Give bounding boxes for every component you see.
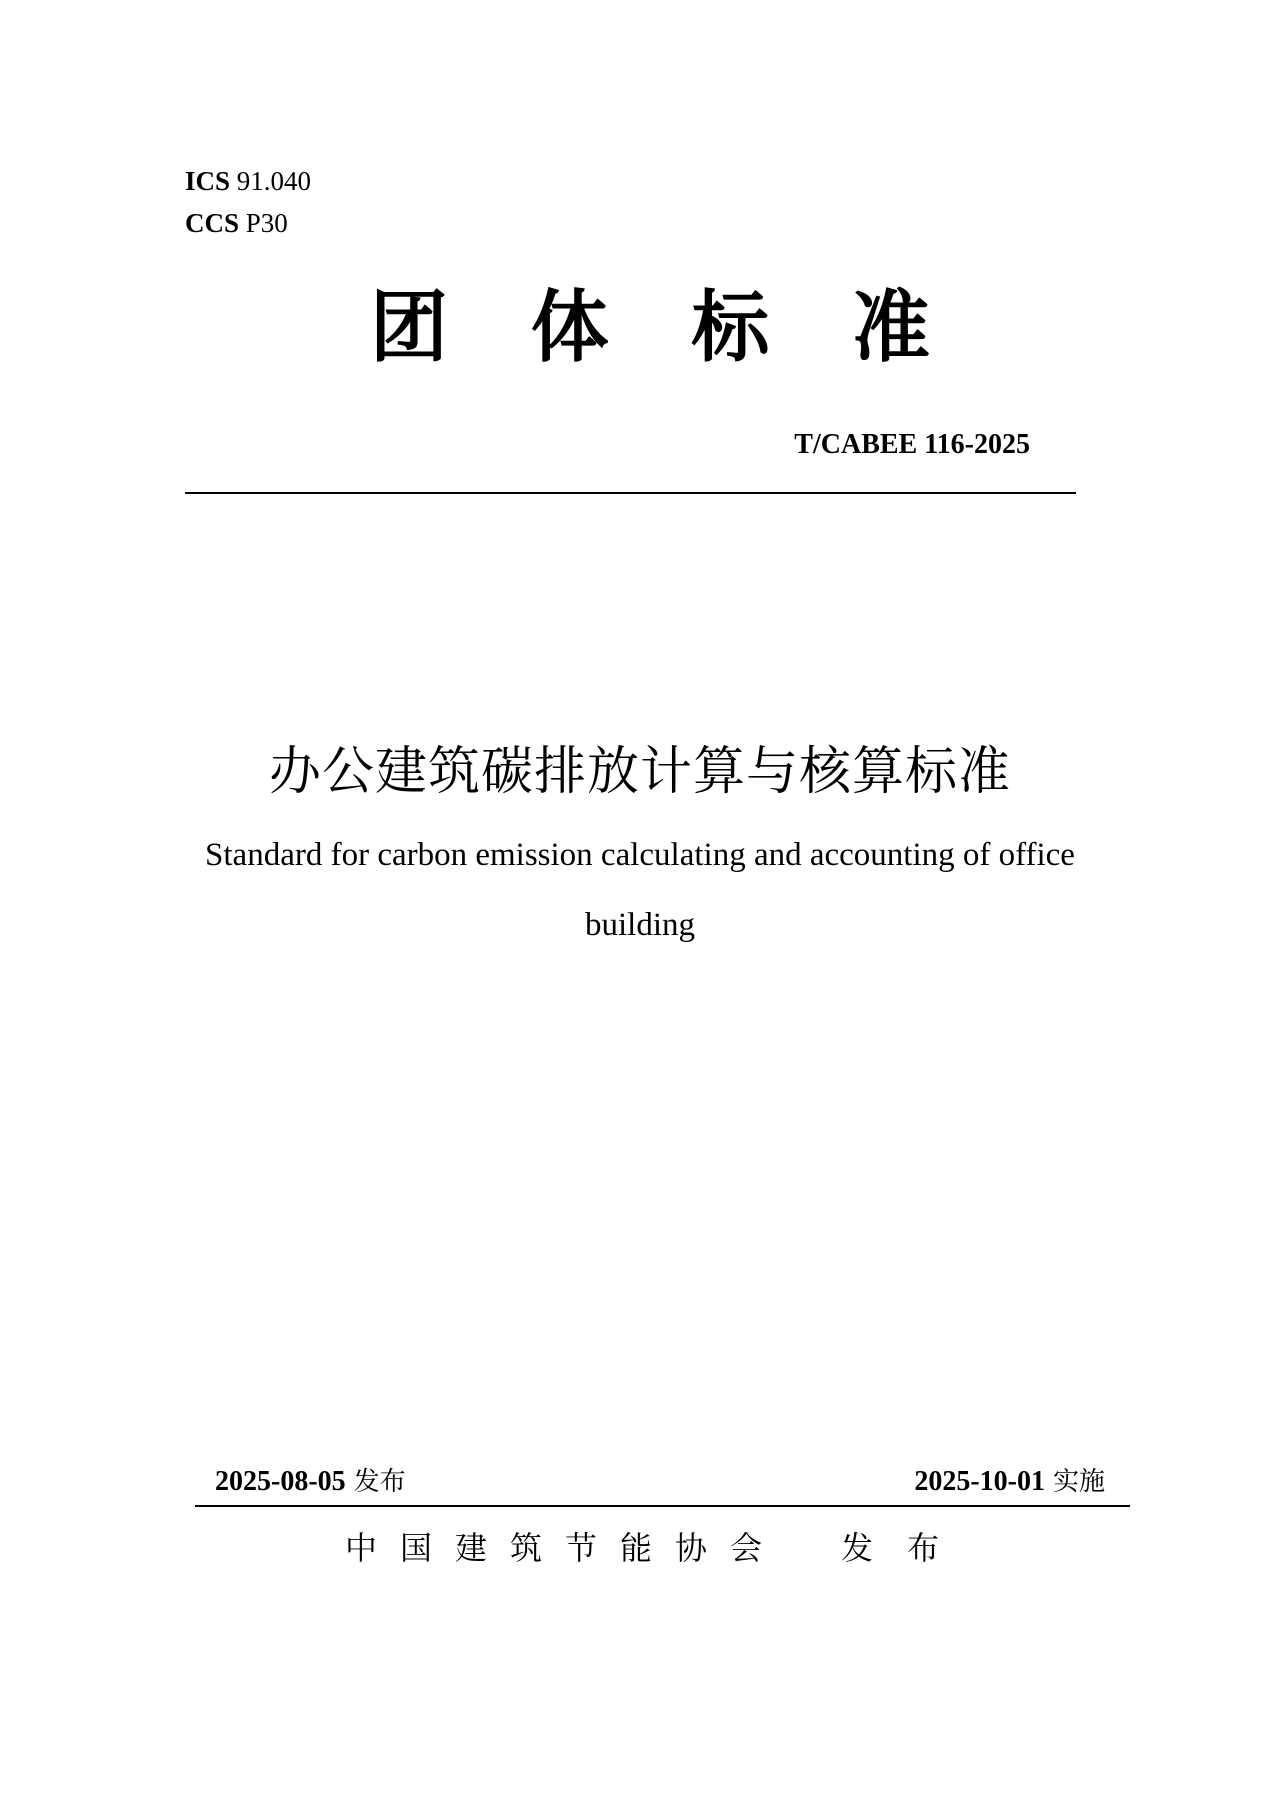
bottom-divider [195, 1505, 1130, 1507]
standard-type-heading [370, 280, 930, 376]
publisher-name: 中国建筑节能协会 [345, 1529, 786, 1567]
standard-type-char: 准 [851, 283, 930, 373]
ccs-value: P30 [245, 208, 288, 238]
issue-date-value: 2025-08-05 [215, 1466, 346, 1497]
standard-type-char: 体 [530, 283, 609, 373]
issue-date [215, 1464, 406, 1500]
ccs-classification [185, 206, 288, 240]
standard-type-char: 团 [370, 283, 449, 373]
implementation-date-label: 实施 [1052, 1467, 1105, 1497]
ccs-key: CCS [185, 208, 240, 238]
issue-date-label: 发布 [353, 1467, 406, 1497]
implementation-date [914, 1464, 1105, 1500]
standard-type-char: 标 [691, 283, 770, 373]
implementation-date-value: 2025-10-01 [914, 1466, 1045, 1497]
publisher [345, 1526, 973, 1570]
ics-value: 91.040 [236, 166, 312, 196]
title-english [140, 820, 1140, 960]
ics-classification [185, 164, 311, 198]
publisher-action: 发布 [841, 1529, 974, 1567]
ics-key: ICS [185, 166, 231, 196]
title-english-line: building [584, 907, 695, 943]
title-english-line: Standard for carbon emission calculating and accounting of office [205, 837, 1075, 873]
standard-number: T/CABEE 116-2025 [794, 429, 1030, 460]
title-chinese: 办公建筑碳排放计算与核算标准 [268, 742, 1011, 802]
top-divider [185, 492, 1076, 494]
